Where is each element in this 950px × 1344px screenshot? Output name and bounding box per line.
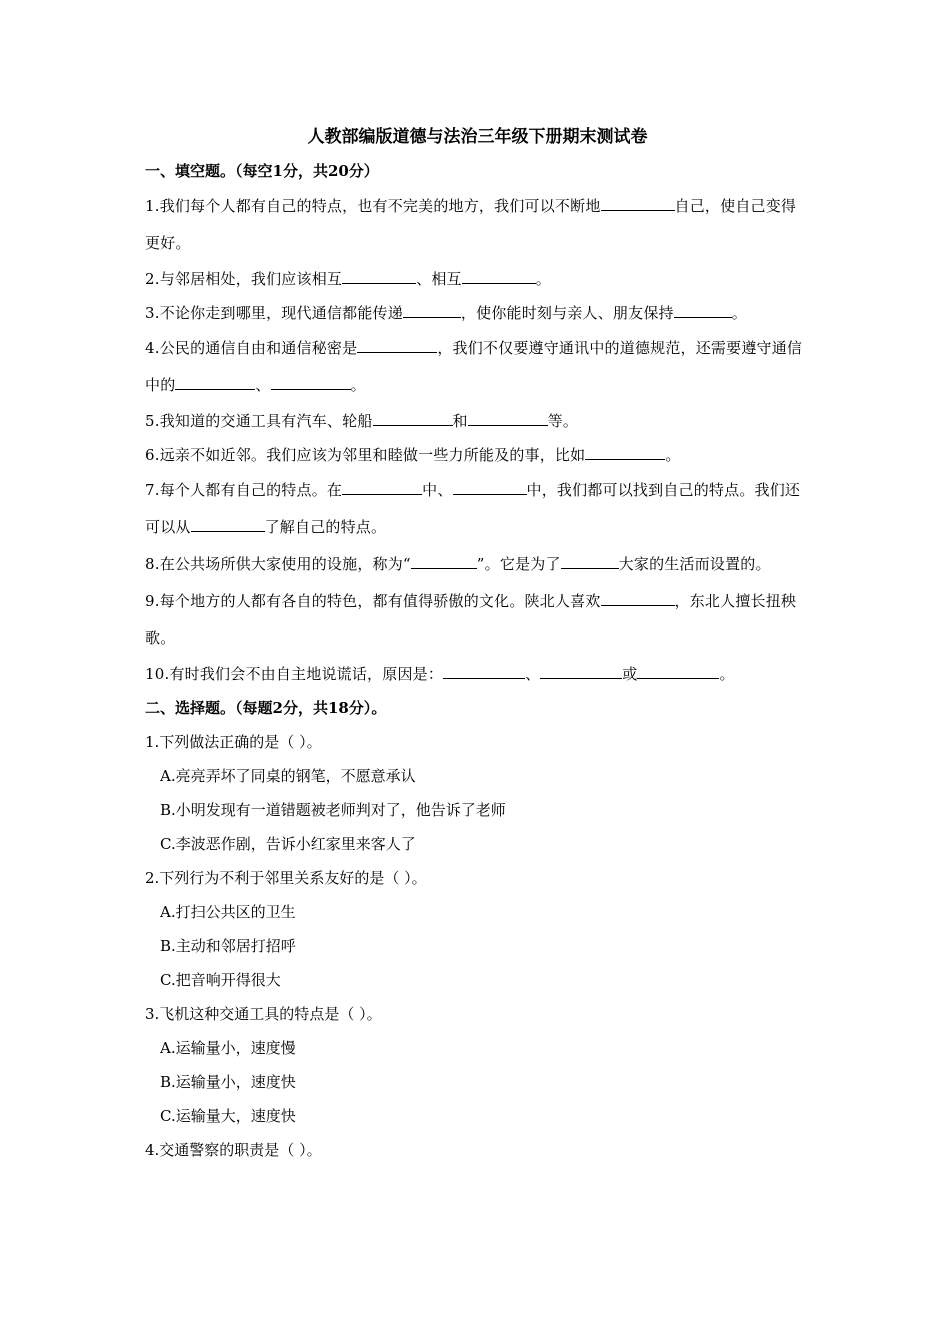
answer-blank (453, 479, 527, 495)
choice-option-a: A.打扫公共区的卫生 (160, 903, 296, 921)
exam-page (145, 120, 810, 1167)
question-text: 大家的生活而设置的。 (618, 555, 771, 573)
question-text: 。 (350, 376, 366, 394)
question-text: 或 (622, 665, 638, 683)
answer-blank (271, 374, 351, 390)
question-text: 9.每个地方的人都有各自的特色，都有值得骄傲的文化。陕北人喜欢 (145, 592, 601, 610)
fill-question-8 (145, 546, 810, 583)
fill-question-10 (145, 657, 810, 691)
answer-blank (403, 302, 461, 318)
choice-option-a: A.运输量小，速度慢 (160, 1039, 296, 1057)
answer-blank (175, 374, 255, 390)
question-text: 自己，使自己变得更好。 (145, 197, 797, 252)
choice-option-c: C.运输量大，速度快 (160, 1107, 296, 1125)
choice-option-c: C.李波恶作剧，告诉小红家里来客人了 (160, 835, 416, 853)
question-text: 中，我们都可以找到自己的特点。我们还可以从 (145, 481, 801, 536)
fill-question-5 (145, 404, 810, 438)
answer-blank (191, 516, 265, 532)
choice-question-4: 4.交通警察的职责是（ ）。 (145, 1141, 322, 1159)
answer-blank (411, 553, 477, 569)
answer-blank (357, 337, 437, 353)
fill-question-3 (145, 296, 810, 330)
question-text: 8.在公共场所供大家使用的设施，称为“ (145, 555, 411, 573)
question-text: 。 (665, 446, 681, 464)
answer-blank (342, 479, 422, 495)
choice-question-3: 3.飞机这种交通工具的特点是（ ）。 (145, 1005, 382, 1023)
question-text: 和 (452, 412, 468, 430)
question-text: 3.不论你走到哪里，现代通信都能传递 (145, 304, 403, 322)
question-text: ，我们不仅要遵守通讯中的道德规范，还需要遵守通信中的 (145, 339, 803, 394)
question-text: 2.与邻居相处，我们应该相互 (145, 270, 343, 288)
question-text: 。 (731, 304, 747, 322)
choice-option-b: B.主动和邻居打招呼 (160, 937, 296, 955)
answer-blank (585, 444, 665, 460)
question-text: 10.有时我们会不由自主地说谎话，原因是： (145, 665, 444, 683)
question-text: 4.公民的通信自由和通信秘密是 (145, 339, 358, 357)
question-text: ，东北人擅长扭秧歌。 (145, 592, 797, 647)
answer-blank (462, 268, 536, 284)
question-text: ，使你能时刻与亲人、朋友保持 (460, 304, 674, 322)
choice-option-b: B.小明发现有一道错题被老师判对了，他告诉了老师 (160, 801, 506, 819)
answer-blank (342, 268, 416, 284)
choice-option-c: C.把音响开得很大 (160, 971, 281, 989)
question-text: 、相互 (416, 270, 462, 288)
question-text: 、 (255, 376, 271, 394)
question-text: 5.我知道的交通工具有汽车、轮船 (145, 412, 373, 430)
answer-blank (468, 410, 548, 426)
choice-option-a: A.亮亮弄坏了同桌的钢笔，不愿意承认 (160, 767, 416, 785)
fill-question-9 (145, 583, 810, 657)
fill-question-7 (145, 472, 810, 546)
answer-blank (443, 663, 525, 679)
choice-option-b: B.运输量小，速度快 (160, 1073, 296, 1091)
fill-question-2 (145, 262, 810, 296)
page-title: 人教部编版道德与法治三年级下册期末测试卷 (307, 127, 648, 147)
question-text: 等。 (547, 412, 579, 430)
question-text: ”。它是为了 (476, 555, 561, 573)
answer-blank (601, 590, 675, 606)
answer-blank (373, 410, 453, 426)
fill-question-1 (145, 188, 810, 262)
choice-question-2: 2.下列行为不利于邻里关系友好的是（ ）。 (145, 869, 427, 887)
question-text: 6.远亲不如近邻。我们应该为邻里和睦做一些力所能及的事，比如 (145, 446, 586, 464)
question-text: 中、 (422, 481, 453, 499)
section-heading-choice: 二、选择题。（每题2分，共18分）。 (145, 699, 387, 717)
answer-blank (637, 663, 719, 679)
fill-question-6 (145, 438, 810, 472)
answer-blank (674, 302, 732, 318)
question-text: 了解自己的特点。 (264, 518, 387, 536)
question-text: 。 (535, 270, 551, 288)
section-heading-fill: 一、填空题。（每空1分，共20分） (145, 162, 379, 180)
answer-blank (601, 195, 675, 211)
question-text: 、 (525, 665, 541, 683)
question-text: 。 (719, 665, 735, 683)
choice-question-1: 1.下列做法正确的是（ ）。 (145, 733, 322, 751)
answer-blank (540, 663, 622, 679)
question-text: 1.我们每个人都有自己的特点，也有不完美的地方，我们可以不断地 (145, 197, 601, 215)
answer-blank (561, 553, 619, 569)
fill-question-4 (145, 330, 810, 404)
question-text: 7.每个人都有自己的特点。在 (145, 481, 343, 499)
